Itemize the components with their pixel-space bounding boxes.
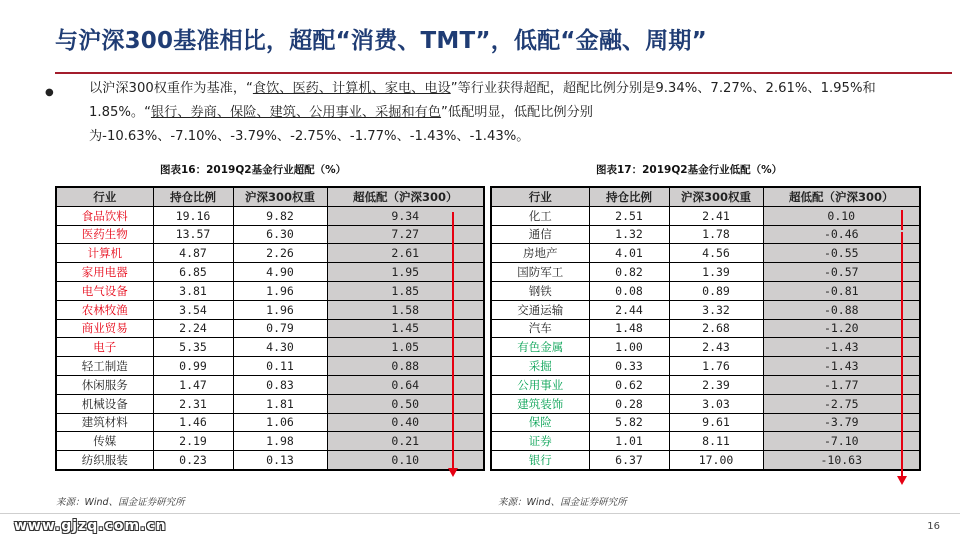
- page-title: 与沪深300基准相比，超配“消费、TMT”，低配“金融、周期”: [55, 28, 707, 54]
- cell-holding: 13.57: [153, 225, 233, 244]
- cell-weight: 3.03: [669, 394, 763, 413]
- left-trend-arrow-line: [452, 212, 454, 470]
- table-header-row: [56, 187, 484, 206]
- cell-industry: 医药生物: [56, 225, 153, 244]
- cell-overweight: 0.64: [327, 375, 484, 394]
- table-row: [56, 357, 484, 376]
- cell-industry: 商业贸易: [56, 319, 153, 338]
- cell-holding: 3.81: [153, 281, 233, 300]
- bullet-underweight-sectors: 银行、券商、保险、建筑、公用事业、采掘和有色: [150, 105, 442, 120]
- cell-industry: 化工: [491, 206, 589, 225]
- cell-overweight: 2.61: [327, 244, 484, 263]
- table-row: [491, 375, 920, 394]
- cell-industry: 公用事业: [491, 375, 589, 394]
- col-header-industry: 行业: [56, 187, 153, 206]
- cell-industry: 保险: [491, 413, 589, 432]
- col-header-holding: 持仓比例: [153, 187, 233, 206]
- cell-industry: 银行: [491, 451, 589, 470]
- cell-holding: 6.85: [153, 263, 233, 282]
- cell-industry: 汽车: [491, 319, 589, 338]
- cell-overweight: 0.10: [763, 206, 920, 225]
- cell-holding: 6.37: [589, 451, 669, 470]
- cell-holding: 5.82: [589, 413, 669, 432]
- bullet-text: [89, 77, 939, 149]
- cell-overweight: 9.34: [327, 206, 484, 225]
- right-trend-arrow-line: [901, 232, 903, 478]
- cell-weight: 2.26: [233, 244, 327, 263]
- cell-holding: 1.01: [589, 432, 669, 451]
- table-row: [56, 319, 484, 338]
- cell-weight: 2.43: [669, 338, 763, 357]
- cell-industry: 电气设备: [56, 281, 153, 300]
- cell-overweight: 1.05: [327, 338, 484, 357]
- table-row: [56, 432, 484, 451]
- cell-industry: 传媒: [56, 432, 153, 451]
- cell-industry: 食品饮料: [56, 206, 153, 225]
- cell-industry: 休闲服务: [56, 375, 153, 394]
- cell-weight: 1.39: [669, 263, 763, 282]
- bullet-part-1: 以沪深300权重作为基准，“: [89, 81, 253, 96]
- cell-industry: 钢铁: [491, 281, 589, 300]
- cell-weight: 1.06: [233, 413, 327, 432]
- cell-industry: 证券: [491, 432, 589, 451]
- cell-industry: 建筑装饰: [491, 394, 589, 413]
- cell-industry: 机械设备: [56, 394, 153, 413]
- table-row: [491, 225, 920, 244]
- cell-holding: 2.51: [589, 206, 669, 225]
- table-row: [491, 206, 920, 225]
- cell-weight: 4.90: [233, 263, 327, 282]
- col-header-holding: 持仓比例: [589, 187, 669, 206]
- cell-holding: 0.99: [153, 357, 233, 376]
- cell-overweight: -0.46: [763, 225, 920, 244]
- cell-holding: 2.31: [153, 394, 233, 413]
- table-row: [491, 263, 920, 282]
- cell-weight: 0.83: [233, 375, 327, 394]
- cell-weight: 0.89: [669, 281, 763, 300]
- table-row: [491, 300, 920, 319]
- cell-overweight: -0.88: [763, 300, 920, 319]
- cell-overweight: 1.95: [327, 263, 484, 282]
- col-header-weight: 沪深300权重: [233, 187, 327, 206]
- table-header-row: [491, 187, 920, 206]
- cell-weight: 1.78: [669, 225, 763, 244]
- cell-weight: 1.76: [669, 357, 763, 376]
- col-header-overweight: 超低配（沪深300）: [327, 187, 484, 206]
- cell-weight: 8.11: [669, 432, 763, 451]
- cell-overweight: -1.20: [763, 319, 920, 338]
- cell-industry: 房地产: [491, 244, 589, 263]
- cell-industry: 家用电器: [56, 263, 153, 282]
- cell-overweight: -1.43: [763, 338, 920, 357]
- cell-weight: 0.79: [233, 319, 327, 338]
- footer-divider: [0, 513, 960, 514]
- cell-holding: 2.24: [153, 319, 233, 338]
- cell-holding: 4.01: [589, 244, 669, 263]
- cell-holding: 2.44: [589, 300, 669, 319]
- cell-holding: 1.00: [589, 338, 669, 357]
- cell-overweight: -0.57: [763, 263, 920, 282]
- cell-industry: 通信: [491, 225, 589, 244]
- right-trend-arrow-icon: [897, 476, 907, 485]
- cell-weight: 17.00: [669, 451, 763, 470]
- cell-overweight: 0.88: [327, 357, 484, 376]
- cell-industry: 国防军工: [491, 263, 589, 282]
- cell-weight: 4.30: [233, 338, 327, 357]
- cell-holding: 1.48: [589, 319, 669, 338]
- cell-industry: 纺织服装: [56, 451, 153, 470]
- cell-weight: 9.82: [233, 206, 327, 225]
- table-row: [491, 451, 920, 470]
- cell-overweight: -1.77: [763, 375, 920, 394]
- cell-holding: 2.19: [153, 432, 233, 451]
- table-row: [56, 263, 484, 282]
- table-row: [56, 375, 484, 394]
- table-row: [491, 432, 920, 451]
- col-header-industry: 行业: [491, 187, 589, 206]
- table-row: [56, 281, 484, 300]
- cell-overweight: 1.85: [327, 281, 484, 300]
- cell-weight: 1.81: [233, 394, 327, 413]
- footer-website: www.gjzq.com.cn: [14, 518, 167, 534]
- table-row: [491, 357, 920, 376]
- cell-overweight: -2.75: [763, 394, 920, 413]
- cell-industry: 交通运输: [491, 300, 589, 319]
- cell-holding: 1.46: [153, 413, 233, 432]
- cell-industry: 农林牧渔: [56, 300, 153, 319]
- cell-holding: 19.16: [153, 206, 233, 225]
- table-row: [491, 244, 920, 263]
- cell-weight: 2.39: [669, 375, 763, 394]
- cell-overweight: -10.63: [763, 451, 920, 470]
- cell-industry: 电子: [56, 338, 153, 357]
- cell-holding: 0.23: [153, 451, 233, 470]
- cell-holding: 0.08: [589, 281, 669, 300]
- cell-holding: 3.54: [153, 300, 233, 319]
- cell-weight: 0.13: [233, 451, 327, 470]
- bullet-icon: ●: [45, 87, 54, 98]
- cell-holding: 0.33: [589, 357, 669, 376]
- cell-overweight: -0.81: [763, 281, 920, 300]
- cell-overweight: -7.10: [763, 432, 920, 451]
- col-header-overweight: 超低配（沪深300）: [763, 187, 920, 206]
- cell-industry: 轻工制造: [56, 357, 153, 376]
- cell-overweight: 0.21: [327, 432, 484, 451]
- cell-weight: 0.11: [233, 357, 327, 376]
- cell-weight: 2.68: [669, 319, 763, 338]
- right-table-caption: 图表17：2019Q2基金行业低配（%）: [596, 164, 783, 176]
- left-table-caption: 图表16：2019Q2基金行业超配（%）: [160, 164, 347, 176]
- table-row: [491, 338, 920, 357]
- left-source-note: 来源：Wind、国金证券研究所: [56, 497, 185, 508]
- underweight-table: [490, 186, 921, 471]
- page-number: 16: [927, 521, 940, 532]
- overweight-table: [55, 186, 485, 471]
- cell-weight: 1.98: [233, 432, 327, 451]
- cell-overweight: 7.27: [327, 225, 484, 244]
- cell-industry: 计算机: [56, 244, 153, 263]
- cell-overweight: -3.79: [763, 413, 920, 432]
- table-row: [56, 451, 484, 470]
- cell-industry: 建筑材料: [56, 413, 153, 432]
- table-row: [491, 413, 920, 432]
- cell-overweight: 1.45: [327, 319, 484, 338]
- cell-industry: 采掘: [491, 357, 589, 376]
- table-row: [56, 206, 484, 225]
- cell-holding: 4.87: [153, 244, 233, 263]
- cell-overweight: 0.40: [327, 413, 484, 432]
- table-row: [56, 244, 484, 263]
- bullet-part-3: ”低配明显，低配比例分别为-10.63%、-7.10%、-3.79%、-2.75%、-1.77%、-1.43%、-1.43%。: [89, 105, 593, 144]
- cell-industry: 有色金属: [491, 338, 589, 357]
- cell-holding: 1.32: [589, 225, 669, 244]
- title-divider: [55, 72, 952, 74]
- cell-overweight: 0.10: [327, 451, 484, 470]
- table-row: [56, 394, 484, 413]
- cell-overweight: 1.58: [327, 300, 484, 319]
- cell-overweight: -1.43: [763, 357, 920, 376]
- col-header-weight: 沪深300权重: [669, 187, 763, 206]
- cell-holding: 0.82: [589, 263, 669, 282]
- cell-overweight: -0.55: [763, 244, 920, 263]
- cell-weight: 9.61: [669, 413, 763, 432]
- table-row: [491, 394, 920, 413]
- left-trend-arrow-icon: [448, 468, 458, 477]
- bullet-overweight-sectors: 食饮、医药、计算机、家电、电设: [252, 81, 451, 96]
- table-row: [56, 225, 484, 244]
- cell-weight: 6.30: [233, 225, 327, 244]
- cell-holding: 0.28: [589, 394, 669, 413]
- table-row: [491, 281, 920, 300]
- cell-weight: 1.96: [233, 300, 327, 319]
- right-source-note: 来源：Wind、国金证券研究所: [498, 497, 627, 508]
- cell-holding: 1.47: [153, 375, 233, 394]
- cell-weight: 3.32: [669, 300, 763, 319]
- cell-weight: 4.56: [669, 244, 763, 263]
- cell-weight: 2.41: [669, 206, 763, 225]
- cell-overweight: 0.50: [327, 394, 484, 413]
- table-row: [56, 413, 484, 432]
- table-row: [491, 319, 920, 338]
- table-row: [56, 300, 484, 319]
- right-trend-marker-top: [901, 210, 903, 230]
- cell-holding: 0.62: [589, 375, 669, 394]
- cell-weight: 1.96: [233, 281, 327, 300]
- bullet-part-2: ”等行业获得超配，超配比例分别是9.34%、7.27%、2.61%、1.95%和1.85%。“: [89, 81, 876, 120]
- table-row: [56, 338, 484, 357]
- cell-holding: 5.35: [153, 338, 233, 357]
